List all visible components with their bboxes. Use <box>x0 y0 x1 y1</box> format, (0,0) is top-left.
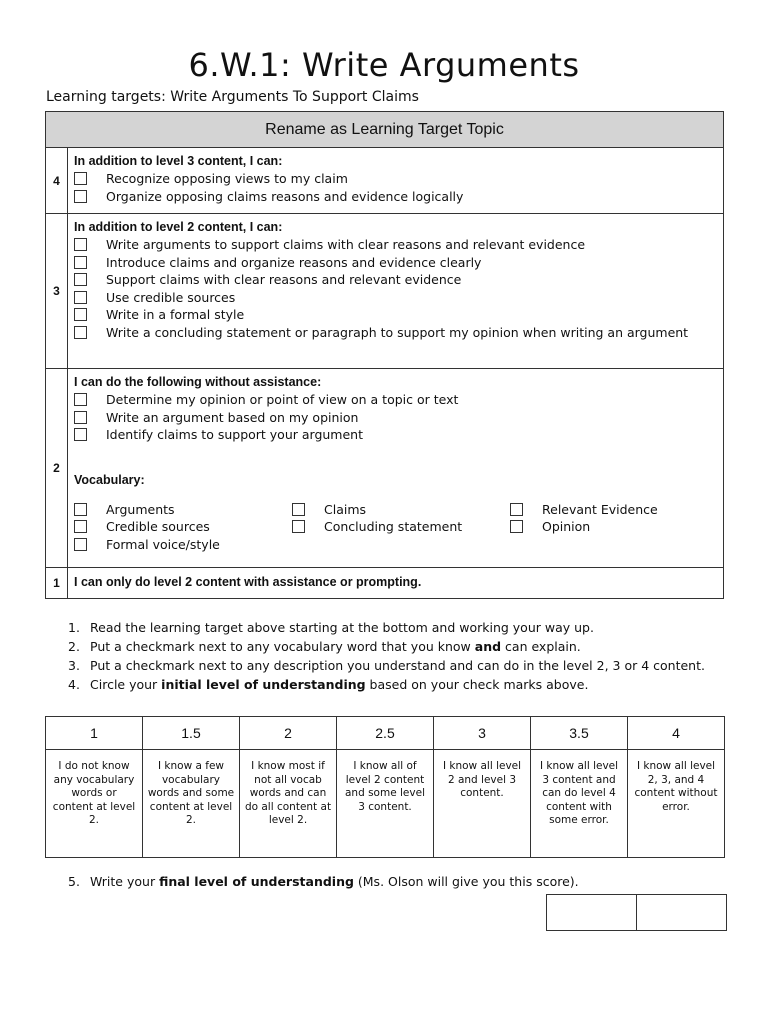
vocab-item: Claims <box>292 501 510 519</box>
initial-score-box[interactable] <box>547 895 636 930</box>
checkbox[interactable] <box>74 411 87 424</box>
scale-level[interactable]: 2 <box>240 717 337 750</box>
level-number: 4 <box>46 148 68 213</box>
level-number: 2 <box>46 369 68 567</box>
scale-level[interactable]: 3.5 <box>531 717 628 750</box>
scale-description[interactable]: I know all level 2, 3, and 4 content without error. <box>628 750 725 858</box>
checkbox[interactable] <box>292 520 305 533</box>
criterion-item: Introduce claims and organize reasons and evidence clearly <box>74 254 723 272</box>
checkbox[interactable] <box>510 520 523 533</box>
checkbox[interactable] <box>74 172 87 185</box>
rubric-row-level-3 <box>46 214 723 369</box>
scale-description[interactable]: I know all of level 2 content and some level 3 content. <box>337 750 434 858</box>
vocabulary-heading: Vocabulary: <box>74 472 145 487</box>
vocab-item: Credible sources <box>74 518 292 536</box>
page-title: 6.W.1: Write Arguments <box>188 46 580 84</box>
checkbox[interactable] <box>74 503 87 516</box>
checkbox[interactable] <box>74 256 87 269</box>
criterion-item: Write an argument based on my opinion <box>74 409 723 427</box>
score-boxes <box>546 894 727 931</box>
criterion-item: Write arguments to support claims with clear reasons and relevant evidence <box>74 236 723 254</box>
criterion-item: Support claims with clear reasons and relevant evidence <box>74 271 723 289</box>
scale-header-row <box>46 717 725 750</box>
checkbox[interactable] <box>74 238 87 251</box>
instruction-item: 1. Read the learning target above starting at the bottom and working your way up. <box>68 620 594 635</box>
vocab-item: Opinion <box>510 518 710 536</box>
checkbox[interactable] <box>74 308 87 321</box>
level-number: 3 <box>46 214 68 368</box>
rubric-row-level-4 <box>46 148 723 214</box>
vocab-item: Formal voice/style <box>74 536 292 554</box>
scale-description-row <box>46 750 725 858</box>
criterion-item: Organize opposing claims reasons and evidence logically <box>74 188 723 206</box>
vocab-item: Arguments <box>74 501 292 519</box>
criterion-item: Identify claims to support your argument <box>74 426 723 444</box>
rubric-table <box>45 111 724 599</box>
level-heading: In addition to level 2 content, I can: <box>74 220 283 234</box>
criterion-item: Determine my opinion or point of view on a topic or text <box>74 391 723 409</box>
rubric-header: Rename as Learning Target Topic <box>46 112 723 148</box>
scale-description[interactable]: I know a few vocabulary words and some content at level 2. <box>143 750 240 858</box>
scale-level[interactable]: 3 <box>434 717 531 750</box>
criterion-item: Write a concluding statement or paragraph to support my opinion when writing an argument <box>74 324 723 342</box>
checkbox[interactable] <box>74 190 87 203</box>
rubric-row-level-2 <box>46 369 723 568</box>
vocab-item: Concluding statement <box>292 518 510 536</box>
checkbox[interactable] <box>74 273 87 286</box>
scale-description[interactable]: I do not know any vocabulary words or content at level 2. <box>46 750 143 858</box>
checkbox[interactable] <box>74 291 87 304</box>
checkbox[interactable] <box>510 503 523 516</box>
criterion-item: Use credible sources <box>74 289 723 307</box>
criterion-item: Write in a formal style <box>74 306 723 324</box>
scale-level[interactable]: 1 <box>46 717 143 750</box>
checkbox[interactable] <box>74 393 87 406</box>
scale-level[interactable]: 4 <box>628 717 725 750</box>
understanding-scale-table <box>45 716 725 858</box>
instruction-item: 3. Put a checkmark next to any description you understand and can do in the level 2, 3 or 4 content. <box>68 658 705 673</box>
checkbox[interactable] <box>74 538 87 551</box>
checkbox[interactable] <box>74 520 87 533</box>
vocab-item: Relevant Evidence <box>510 501 710 519</box>
level-text: I can only do level 2 content with assistance or prompting. <box>74 575 422 589</box>
checkbox[interactable] <box>292 503 305 516</box>
checkbox[interactable] <box>74 428 87 441</box>
scale-level[interactable]: 1.5 <box>143 717 240 750</box>
learning-targets: Learning targets: Write Arguments To Support Claims <box>46 89 419 105</box>
scale-level[interactable]: 2.5 <box>337 717 434 750</box>
level-number: 1 <box>46 568 68 598</box>
level-heading: I can do the following without assistance: <box>74 375 322 389</box>
instruction-item: 2. Put a checkmark next to any vocabulary word that you know and can explain. <box>68 639 581 654</box>
instruction-item: 4. Circle your initial level of understanding based on your check marks above. <box>68 677 589 692</box>
rubric-row-level-1 <box>46 568 723 598</box>
scale-description[interactable]: I know all level 2 and level 3 content. <box>434 750 531 858</box>
checkbox[interactable] <box>74 326 87 339</box>
level-heading: In addition to level 3 content, I can: <box>74 154 283 168</box>
criterion-item: Recognize opposing views to my claim <box>74 170 723 188</box>
instructions-list <box>68 618 728 694</box>
scale-description[interactable]: I know all level 3 content and can do level 4 content with some error. <box>531 750 628 858</box>
final-score-box[interactable] <box>636 895 726 930</box>
scale-description[interactable]: I know most if not all vocab words and can do all content at level 2. <box>240 750 337 858</box>
vocabulary-grid <box>74 501 723 554</box>
final-instruction: 5. Write your final level of understanding (Ms. Olson will give you this score). <box>68 874 579 889</box>
